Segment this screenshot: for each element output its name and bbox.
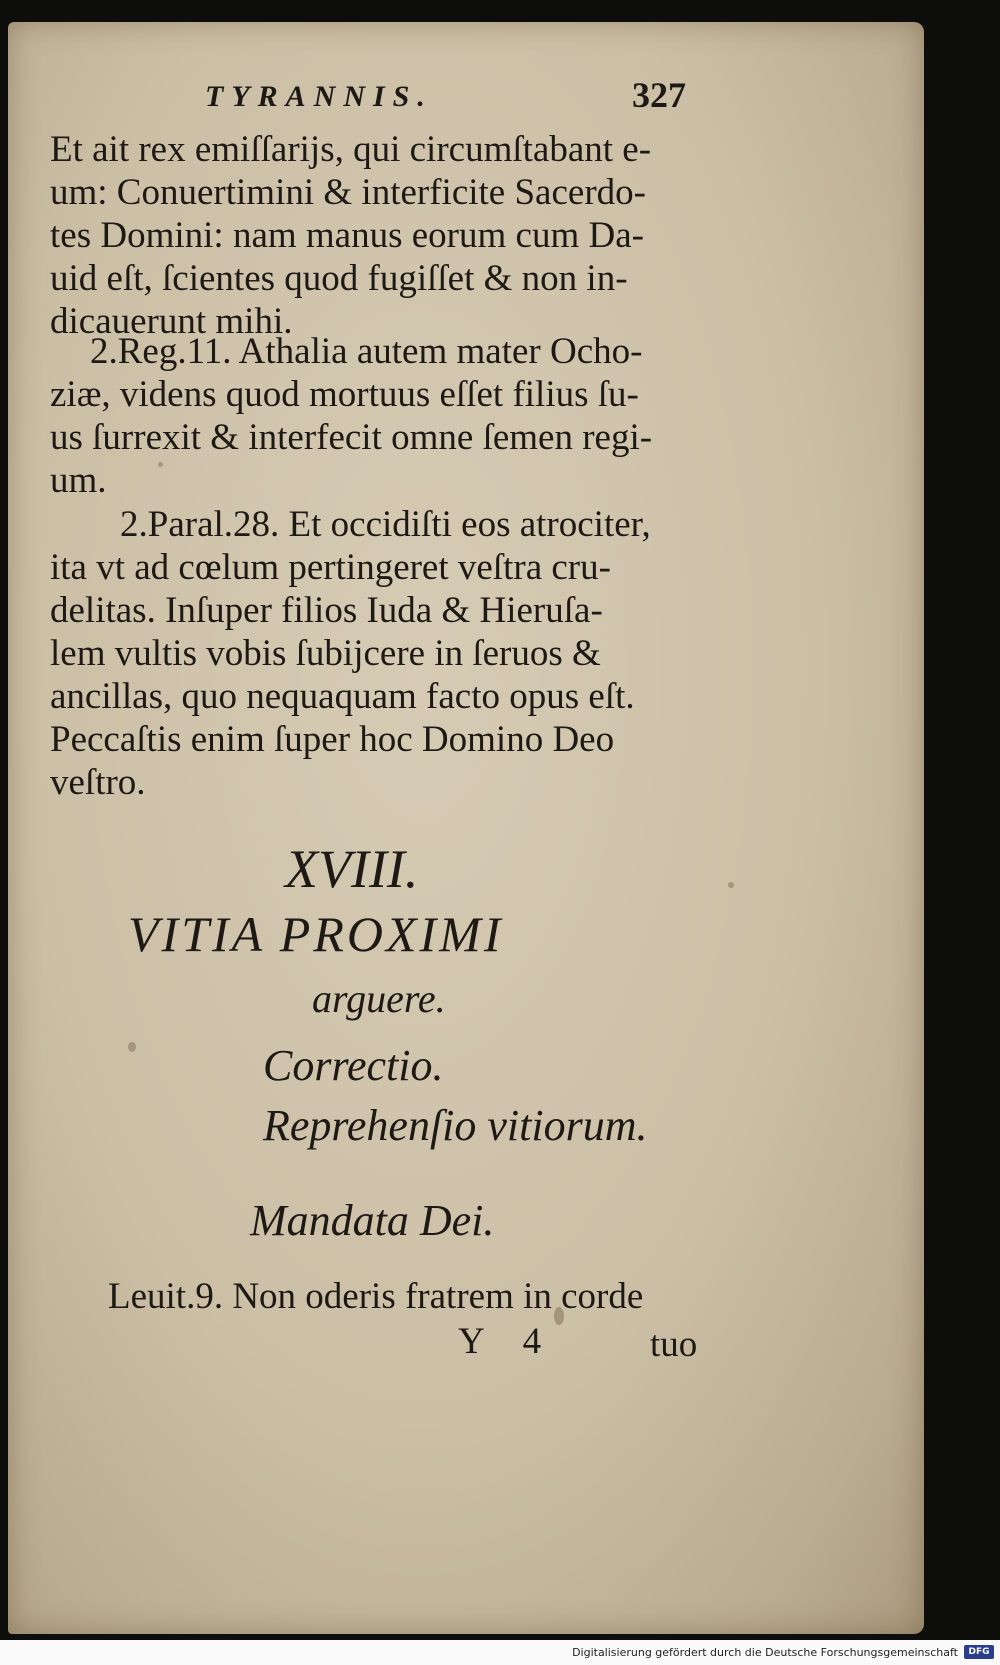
synonym-entry: Reprehenſio vitiorum. — [263, 1101, 648, 1150]
closing-line: Leuit.9. Non oderis fratrem in corde — [108, 1276, 644, 1317]
text-line: um: Conuertimini & interficite Sacerdo- — [50, 172, 646, 213]
section-title: VITIA PROXIMI — [128, 906, 504, 962]
body-text-block-1 — [50, 128, 710, 343]
funding-credit: Digitalisierung gefördert durch die Deutsche Forschungsgemeinschaft — [572, 1646, 958, 1659]
text-line: Peccaſtis enim ſuper hoc Domino Deo — [50, 719, 615, 760]
text-line: lem vultis vobis ſubijcere in ſeruos & — [50, 633, 601, 674]
text-line: dicauerunt mihi. — [50, 301, 293, 342]
digitization-footer — [0, 1640, 1000, 1665]
text-line: um. — [50, 460, 107, 501]
paper-stain — [728, 882, 734, 888]
text-line: ziæ, videns quod mortuus eſſet filius ſu- — [50, 374, 639, 415]
synonym-entry: Mandata Dei. — [250, 1196, 495, 1245]
text-line: us ſurrexit & interfecit omne ſemen regi- — [50, 417, 653, 458]
text-line: Et ait rex emiſſarijs, qui circumſtabant e- — [50, 129, 652, 170]
body-text-block-3 — [50, 503, 710, 804]
synonym-entry: Correctio. — [263, 1041, 444, 1090]
page-number: 327 — [632, 75, 686, 115]
text-line: veſtro. — [50, 762, 146, 803]
text-line: ita vt ad cœlum pertingeret veſtra cru- — [50, 547, 611, 588]
section-number: XVIII. — [285, 839, 419, 899]
text-line: ancillas, quo nequaquam facto opus eſt. — [50, 676, 635, 717]
running-head: TYRANNIS. — [205, 80, 433, 113]
text-line: 2.Reg.11. Athalia autem mater Ocho- — [90, 331, 643, 372]
body-text-block-2 — [50, 330, 710, 502]
text-line: tes Domini: nam manus eorum cum Da- — [50, 215, 644, 256]
catchword: tuo — [650, 1324, 698, 1365]
dfg-logo: DFG — [964, 1645, 994, 1659]
paper-stain — [128, 1042, 136, 1052]
text-line: uid eſt, ſcientes quod fugiſſet & non in- — [50, 258, 628, 299]
text-line: 2.Paral.28. Et occidiſti eos atrociter, — [120, 504, 651, 545]
text-line: delitas. Inſuper filios Iuda & Hieruſa- — [50, 590, 603, 631]
signature-mark: Y 4 — [458, 1321, 542, 1362]
section-title-continued: arguere. — [312, 976, 446, 1021]
